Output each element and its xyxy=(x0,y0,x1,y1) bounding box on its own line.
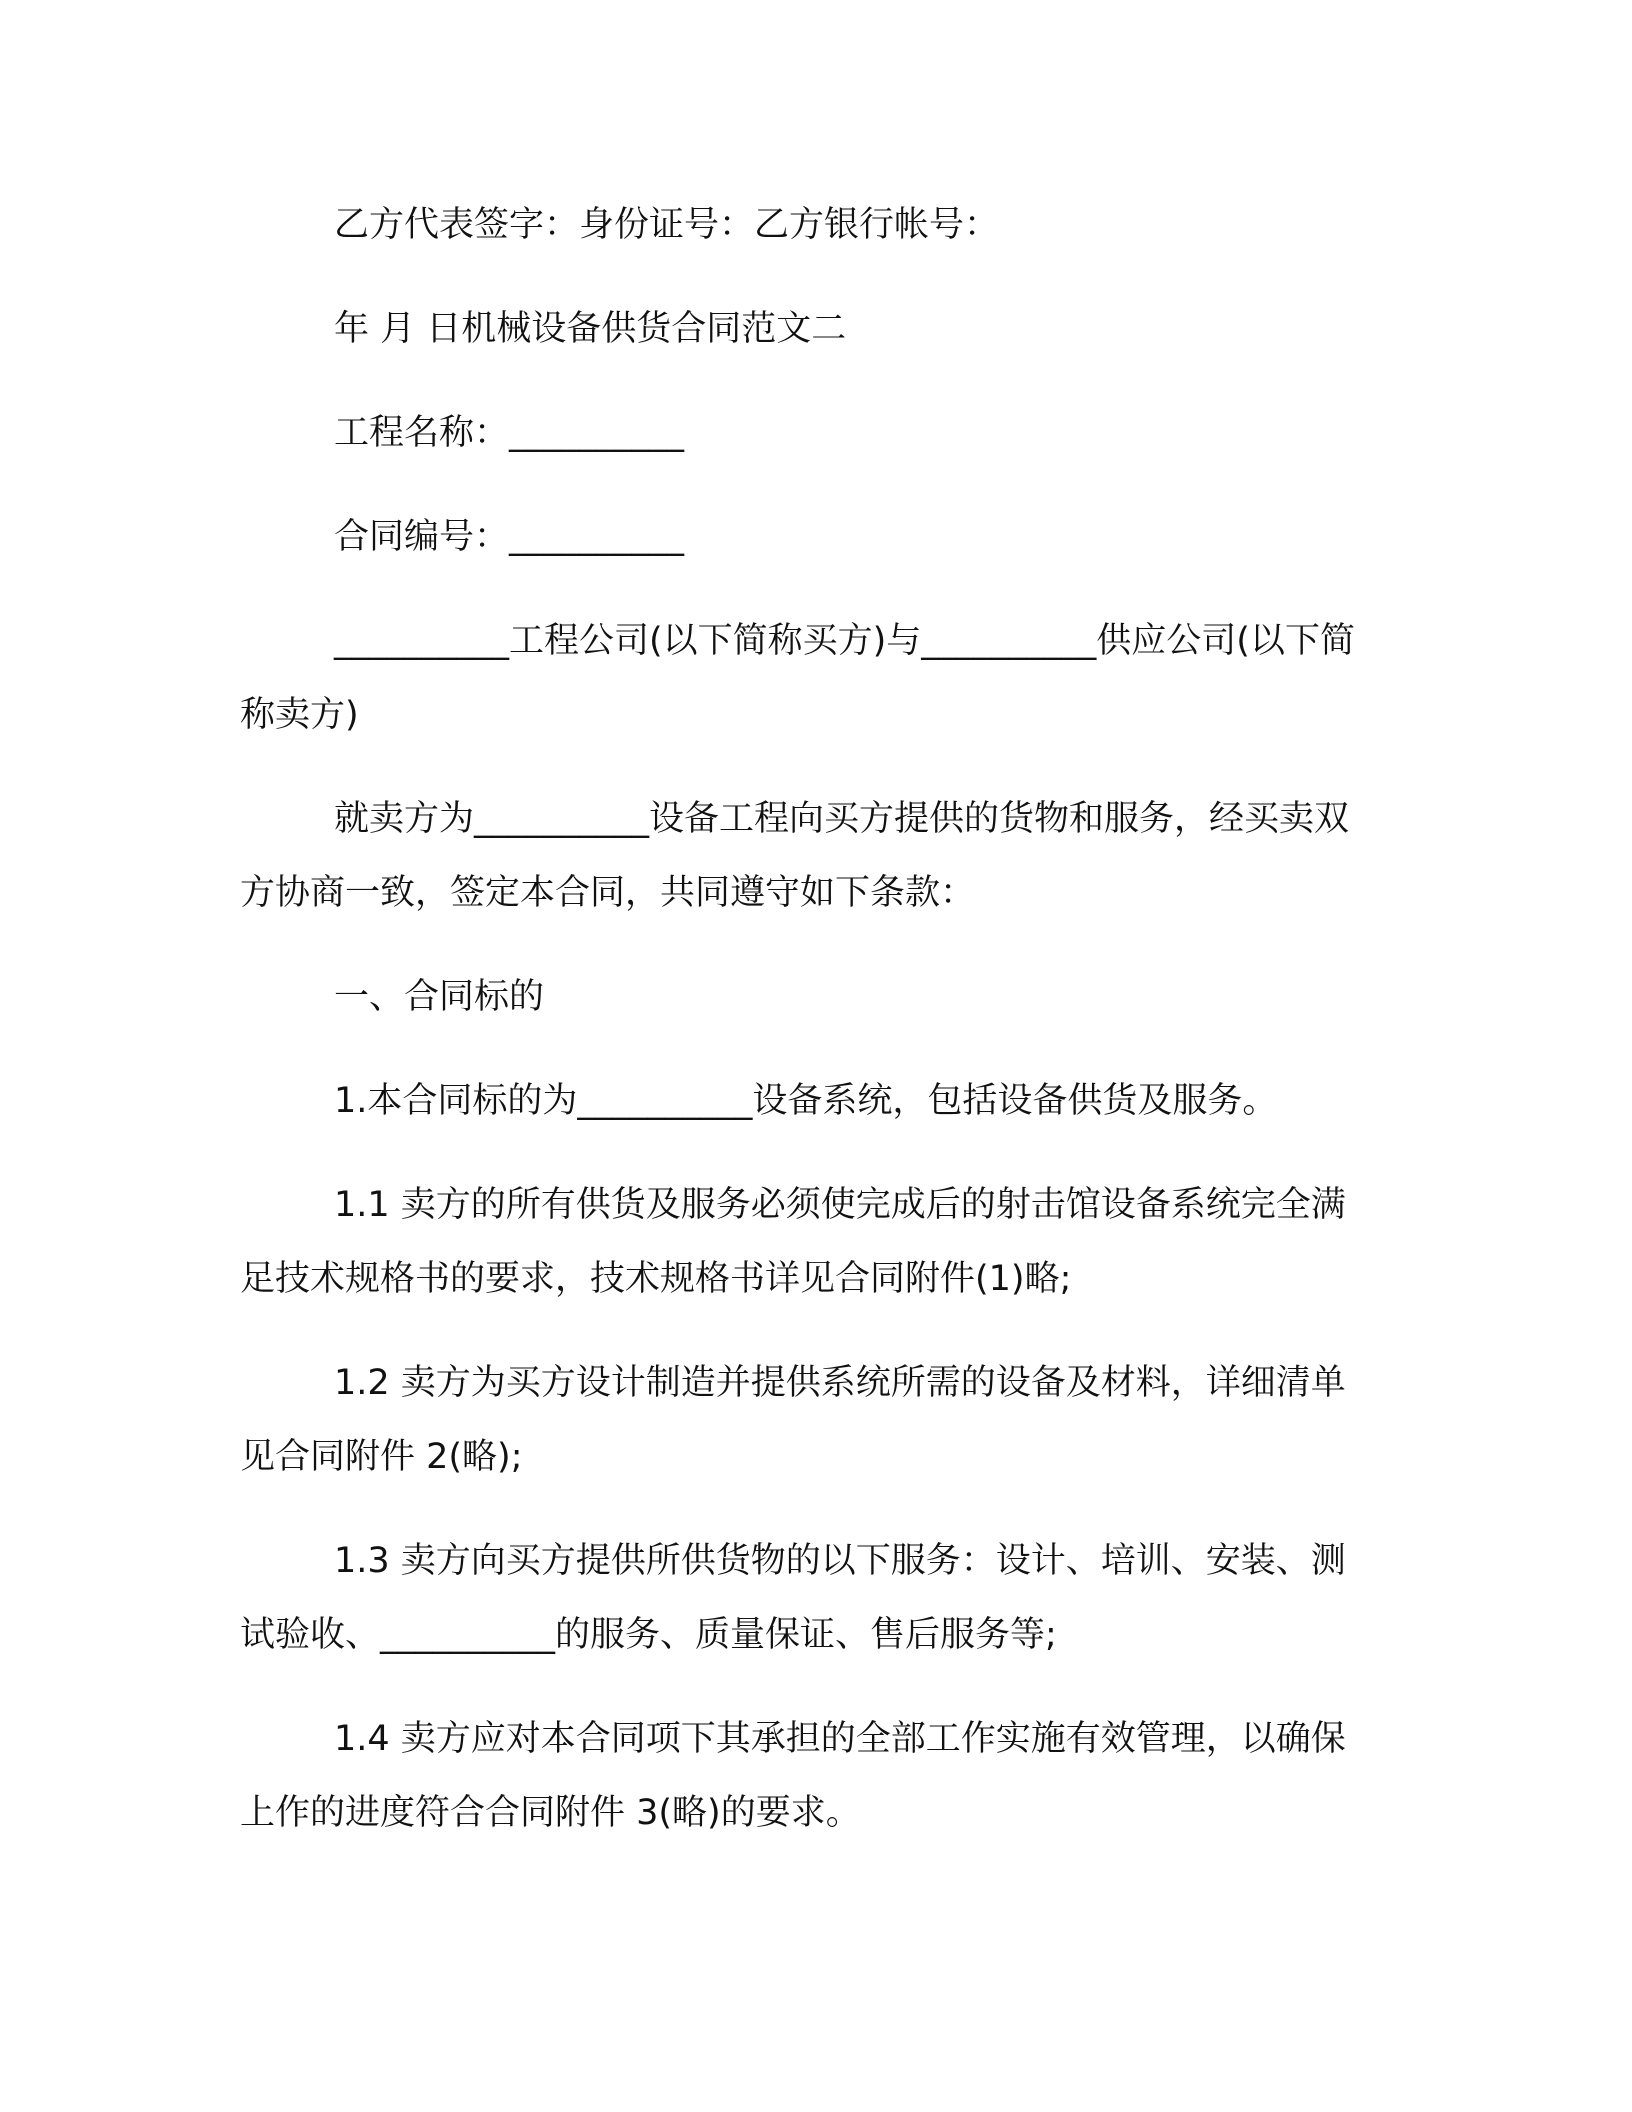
contract-number-line: 合同编号：__________ xyxy=(334,517,685,557)
clause-1-4: 1.4 卖方应对本合同项下其承担的全部工作实施有效管理，以确保上作的进度符合合同附件 3(略)的要求。 xyxy=(240,1719,1346,1833)
clause-1-1: 1.1 卖方的所有供货及服务必须使完成后的射击馆设备系统完全满足技术规格书的要求，技术规格书详见合同附件(1)略; xyxy=(240,1185,1346,1299)
clause-1: 1.本合同标的为__________设备系统，包括设备供货及服务。 xyxy=(334,1081,1278,1121)
section-heading-1: 一、合同标的 xyxy=(334,977,545,1017)
document-body xyxy=(240,188,1380,1880)
preamble-paragraph: 就卖方为__________设备工程向买方提供的货物和服务，经买卖双方协商一致，签定本合同，共同遵守如下条款： xyxy=(240,799,1350,913)
date-and-contract-title: 年 月 日机械设备供货合同范文二 xyxy=(334,309,847,349)
project-name-line: 工程名称：__________ xyxy=(334,413,685,453)
clause-1-3: 1.3 卖方向买方提供所供货物的以下服务：设计、培训、安装、测试验收、__________的服务、质量保证、售后服务等; xyxy=(240,1541,1346,1655)
clause-1-2: 1.2 卖方为买方设计制造并提供系统所需的设备及材料，详细清单见合同附件 2(略); xyxy=(240,1363,1346,1477)
signature-line: 乙方代表签字：身份证号：乙方银行帐号： xyxy=(334,205,1000,245)
parties-paragraph: __________工程公司(以下简称买方)与__________供应公司(以下简称卖方) xyxy=(240,621,1355,735)
